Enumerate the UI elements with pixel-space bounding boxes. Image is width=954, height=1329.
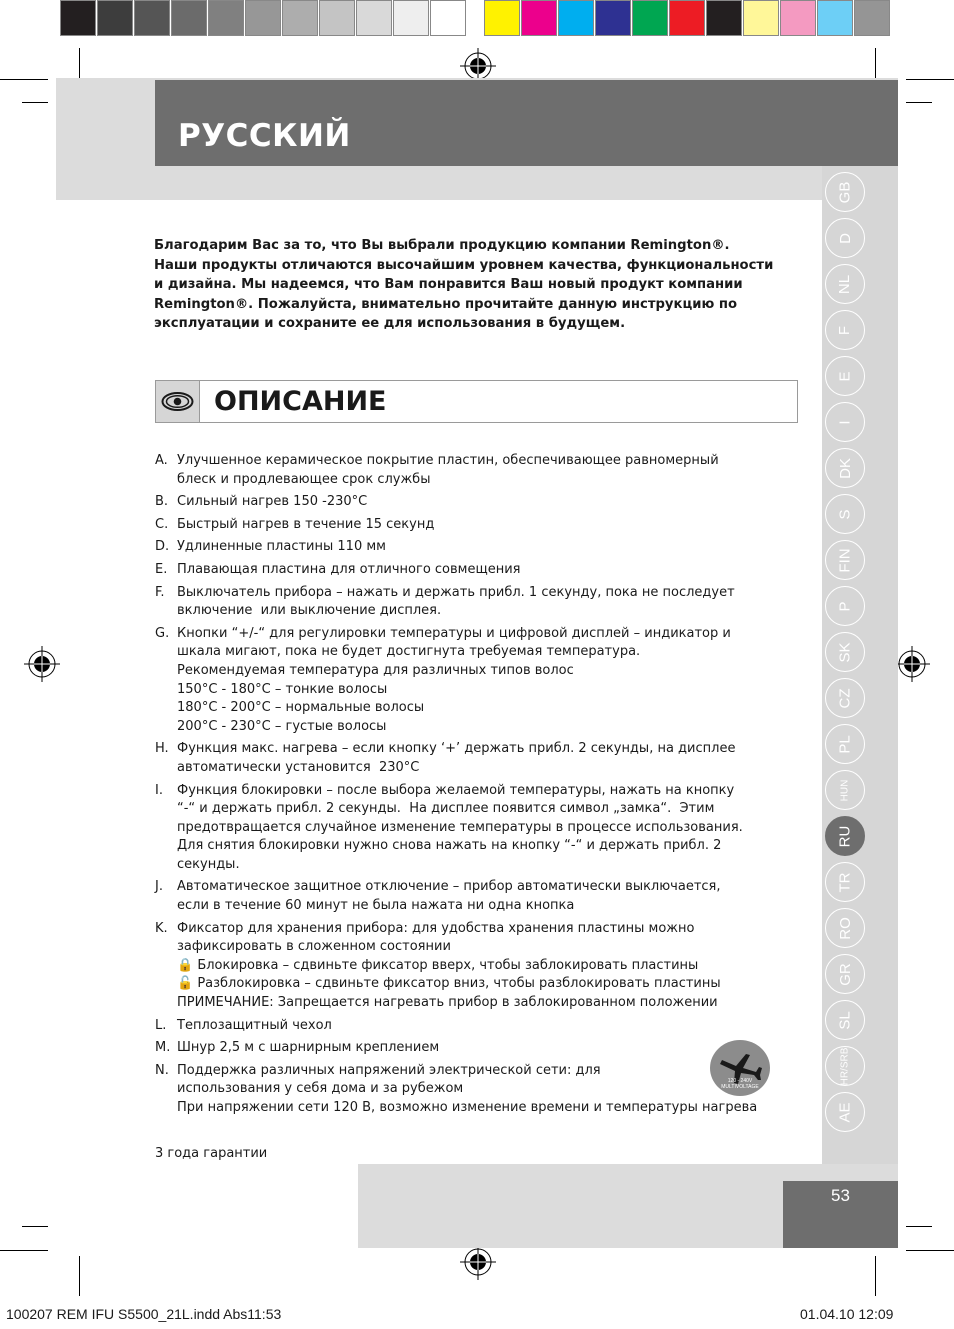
swatch xyxy=(319,0,355,36)
list-item-letter: G. xyxy=(155,625,170,641)
list-item xyxy=(155,625,780,737)
tab-sl[interactable] xyxy=(825,1000,865,1040)
warranty-text: 3 года гарантии xyxy=(155,1146,268,1161)
crop-mark xyxy=(0,1250,48,1251)
list-item-text xyxy=(177,452,780,489)
list-item-line: Функция макс. нагрева – если кнопку ‘+’ держать прибл. 2 секунды, на дисплее xyxy=(177,741,736,757)
crop-mark xyxy=(79,48,80,78)
swatch xyxy=(134,0,170,36)
swatch xyxy=(97,0,133,36)
list-item-letter: I. xyxy=(155,782,163,798)
list-item-line: Удлиненные пластины 110 мм xyxy=(177,539,386,555)
list-item-letter: K. xyxy=(155,920,168,936)
tab-label: F xyxy=(836,325,854,335)
list-item-text xyxy=(177,538,780,557)
swatch xyxy=(282,0,318,36)
list-item-letter: L. xyxy=(155,1017,167,1033)
swatch xyxy=(558,0,594,36)
tab-label: P xyxy=(836,600,854,612)
swatch xyxy=(669,0,705,36)
crop-mark xyxy=(906,1226,932,1227)
tab-hun[interactable] xyxy=(825,770,865,810)
section-title: ОПИСАНИЕ xyxy=(214,386,387,417)
tab-ro[interactable] xyxy=(825,908,865,948)
tab-label: NL xyxy=(836,274,854,294)
list-item-text xyxy=(177,920,780,1013)
list-item-line: Сильный нагрев 150 -230°C xyxy=(177,494,368,510)
list-item xyxy=(155,516,780,535)
tab-d[interactable] xyxy=(825,218,865,258)
language-tabs xyxy=(825,172,869,1138)
list-item xyxy=(155,878,780,915)
tab-label: I xyxy=(836,419,854,425)
list-item xyxy=(155,584,780,621)
swatch xyxy=(356,0,392,36)
page-title: РУССКИЙ xyxy=(178,118,351,154)
crop-mark xyxy=(875,1256,876,1296)
tab-label: GR xyxy=(836,962,854,986)
tab-ae[interactable] xyxy=(825,1092,865,1132)
tab-s[interactable] xyxy=(825,494,865,534)
list-item xyxy=(155,920,780,1013)
list-item-line: 180°C - 200°C – нормальные волосы xyxy=(177,700,425,716)
tab-label: RU xyxy=(836,825,854,847)
swatch xyxy=(171,0,207,36)
tab-dk[interactable] xyxy=(825,448,865,488)
list-item-letter: F. xyxy=(155,584,165,600)
list-item-line: Кнопки “+/-“ для регулировки температуры и цифровой дисплей – индикатор и xyxy=(177,625,731,641)
page-number: 53 xyxy=(831,1186,850,1205)
swatch xyxy=(393,0,429,36)
intro-paragraph: Благодарим Вас за то, что Вы выбрали продукцию компании Remington®. Наши продукты отличаются высочайшим уровнем качества, функциональности и дизайна. Мы надеемся, что Вам понравится Ваш новый продукт компании Remington®. Пожалуйста, внимательно прочитайте данную инструкцию по эксплуатации и сохраните ее для использования в будущем. xyxy=(154,238,774,331)
list-item-line: Автоматическое защитное отключение – прибор автоматически выключается, xyxy=(177,879,721,895)
tab-f[interactable] xyxy=(825,310,865,350)
tab-label: HR/SRB xyxy=(839,1047,851,1085)
list-item-line: Шнур 2,5 м с шарнирным креплением xyxy=(177,1040,440,1056)
eye-icon xyxy=(156,381,199,422)
list-item-line: Плавающая пластина для отличного совмещения xyxy=(177,561,521,577)
list-item-line: Поддержка различных напряжений электрической сети: для xyxy=(177,1062,601,1078)
list-item xyxy=(155,782,780,875)
list-item-line: Функция блокировки – после выбора желаемой температуры, нажать на кнопку xyxy=(177,782,735,798)
swatch xyxy=(743,0,779,36)
list-item-line: Быстрый нагрев в течение 15 секунд xyxy=(177,516,435,532)
swatch xyxy=(854,0,890,36)
list-item-letter: A. xyxy=(155,453,168,468)
swatch xyxy=(245,0,281,36)
crop-mark xyxy=(906,102,932,103)
list-item-line: Фиксатор для хранения прибора: для удобства хранения пластины можно xyxy=(177,920,695,936)
crop-mark xyxy=(875,48,876,78)
list-item-text xyxy=(177,584,780,621)
tab-label: S xyxy=(836,508,854,520)
registration-mark-icon xyxy=(24,646,60,682)
tab-cz[interactable] xyxy=(825,678,865,718)
list-item-text xyxy=(177,740,780,777)
tab-hr-srb[interactable] xyxy=(825,1046,865,1086)
swatch xyxy=(595,0,631,36)
list-item xyxy=(155,1017,780,1036)
tab-label: SK xyxy=(836,641,854,663)
list-item-text xyxy=(177,516,780,535)
crop-mark xyxy=(906,1250,954,1251)
description-list xyxy=(155,452,780,1122)
crop-mark xyxy=(22,102,48,103)
tab-p[interactable] xyxy=(825,586,865,626)
tab-label: HUN xyxy=(839,779,851,801)
list-item-text xyxy=(177,493,780,512)
tab-label: CZ xyxy=(836,688,854,708)
tab-gb[interactable] xyxy=(825,172,865,212)
list-item-line: Рекомендуемая температура для различных типов волос xyxy=(177,662,574,678)
list-item-line: шкала мигают, пока не будет достигнута требуемая температура. xyxy=(177,644,641,660)
list-item-text xyxy=(177,561,780,580)
color-bar-grays xyxy=(60,0,467,38)
crop-mark xyxy=(906,79,954,80)
list-item-line: включение или выключение дисплея. xyxy=(177,603,442,619)
list-item-line: “-“ и держать прибл. 2 секунды. На дисплее появится символ „замка“. Этим xyxy=(177,801,715,817)
list-item-line: автоматически установится 230°C xyxy=(177,759,420,775)
swatch xyxy=(484,0,520,36)
list-item-line: использования у себя дома и за рубежом xyxy=(177,1081,464,1097)
tab-i[interactable] xyxy=(825,402,865,442)
list-item-line: 150°C - 180°C – тонкие волосы xyxy=(177,681,388,697)
list-item-letter: N. xyxy=(155,1062,169,1078)
list-item-line: Для снятия блокировки нужно снова нажать на кнопку “-“ и держать прибл. 2 xyxy=(177,838,722,854)
list-item-letter: M. xyxy=(155,1040,171,1056)
crop-mark xyxy=(22,1226,48,1227)
multivoltage-badge xyxy=(710,1040,770,1096)
swatch xyxy=(60,0,96,36)
swatch xyxy=(632,0,668,36)
list-item-letter: E. xyxy=(155,561,168,577)
tab-gr[interactable] xyxy=(825,954,865,994)
list-item-line: секунды. xyxy=(177,856,240,872)
voltage-label: 120 - 240V MULTIVOLTAGE xyxy=(721,1078,759,1090)
tab-label: SL xyxy=(836,1010,854,1030)
list-item-line: 200°C - 230°C – густые волосы xyxy=(177,718,387,734)
tab-label: GB xyxy=(836,181,854,203)
crop-mark xyxy=(79,1256,80,1296)
list-item xyxy=(155,452,780,489)
list-item-letter: B. xyxy=(155,494,169,510)
swatch xyxy=(780,0,816,36)
swatch xyxy=(817,0,853,36)
list-item-text xyxy=(177,1062,780,1118)
tab-fin[interactable] xyxy=(825,540,865,580)
list-item-line: Выключатель прибора – нажать и держать прибл. 1 секунду, пока не последует xyxy=(177,584,735,600)
list-item-line: ПРИМЕЧАНИЕ: Запрещается нагревать прибор в заблокированном положении xyxy=(177,995,718,1011)
tab-label: TR xyxy=(836,872,854,892)
list-item-line: зафиксировать в сложенном состоянии xyxy=(177,939,451,955)
tab-label: D xyxy=(836,232,854,244)
swatch xyxy=(521,0,557,36)
tab-e[interactable] xyxy=(825,356,865,396)
list-item-text xyxy=(177,1017,780,1036)
print-slug-date: 01.04.10 12:09 xyxy=(800,1306,894,1322)
list-item xyxy=(155,493,780,512)
list-item-line: блеск и продлевающее срок службы xyxy=(177,471,431,487)
list-item xyxy=(155,1039,780,1058)
registration-mark-icon xyxy=(460,1244,496,1280)
list-item-line: предотвращается случайное изменение температуры в процессе использования. xyxy=(177,819,743,835)
crop-mark xyxy=(0,79,48,80)
list-item xyxy=(155,740,780,777)
list-item xyxy=(155,561,780,580)
list-item xyxy=(155,1062,780,1118)
list-item xyxy=(155,538,780,557)
tab-label: PL xyxy=(836,734,854,754)
tab-label: DK xyxy=(836,457,854,479)
list-item-letter: D. xyxy=(155,539,170,555)
swatch xyxy=(208,0,244,36)
tab-nl[interactable] xyxy=(825,264,865,304)
tab-label: RO xyxy=(836,916,854,940)
list-item-line: если в течение 60 минут не была нажата ни одна кнопка xyxy=(177,898,575,914)
color-bar-colors xyxy=(484,0,891,38)
list-item-line: Улучшенное керамическое покрытие пластин, обеспечивающее равномерный xyxy=(177,453,719,468)
tab-sk[interactable] xyxy=(825,632,865,672)
list-item-text xyxy=(177,782,780,875)
list-item-letter: H. xyxy=(155,741,169,757)
print-slug-filename: 100207 REM IFU S5500_21L.indd Abs11:53 xyxy=(6,1306,282,1322)
tab-label: AE xyxy=(836,1101,854,1123)
list-item-line: 🔒 Блокировка – сдвиньте фиксатор вверх, чтобы заблокировать пластины xyxy=(177,957,699,973)
list-item-letter: J. xyxy=(155,879,163,895)
list-item-line: Теплозащитный чехол xyxy=(177,1017,332,1033)
tab-ru[interactable] xyxy=(825,816,865,856)
list-item-text xyxy=(177,878,780,915)
tab-label: E xyxy=(836,370,854,382)
section-icon-box xyxy=(155,380,200,423)
list-item-line: При напряжении сети 120 В, возможно изменение времени и температуры нагрева xyxy=(177,1100,758,1115)
tab-label: FIN xyxy=(836,547,854,573)
list-item-letter: C. xyxy=(155,516,169,532)
list-item-text xyxy=(177,1039,780,1058)
list-item-text xyxy=(177,625,780,737)
swatch xyxy=(430,0,466,36)
registration-mark-icon xyxy=(894,646,930,682)
tab-pl[interactable] xyxy=(825,724,865,764)
tab-tr[interactable] xyxy=(825,862,865,902)
list-item-line: 🔓 Разблокировка – сдвиньте фиксатор вниз, чтобы разблокировать пластины xyxy=(177,976,721,992)
swatch xyxy=(706,0,742,36)
